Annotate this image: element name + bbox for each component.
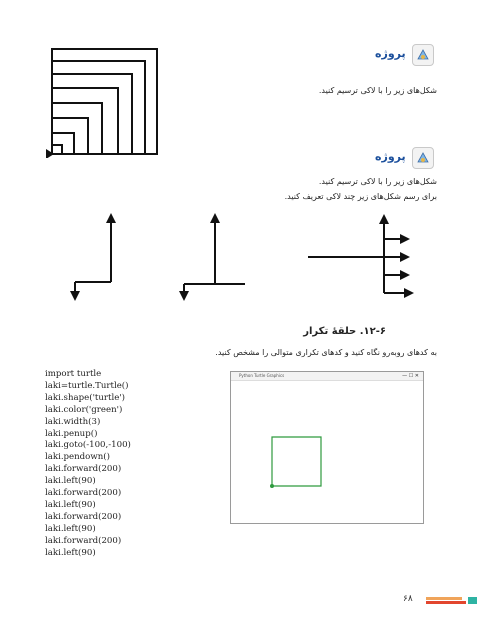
footer-bar-orange (426, 597, 462, 600)
code-line: laki.left(90) (45, 476, 96, 487)
turtle-canvas (231, 381, 421, 522)
page-number: ۶۸ (403, 594, 413, 604)
code-line: laki.forward(200) (45, 488, 122, 499)
code-line: laki.left(90) (45, 499, 96, 510)
code-listing (45, 369, 205, 560)
code-line: import turtle (45, 369, 102, 379)
window-titlebar (231, 372, 423, 381)
code-line: laki.width(3) (45, 416, 101, 427)
code-line: laki.penup() (45, 428, 98, 439)
code-line: laki.goto(-100,-100) (45, 440, 131, 451)
project2-title: پروژه (375, 150, 406, 163)
project1-title: پروژه (375, 47, 406, 60)
window-controls[interactable]: — ☐ ✕ (402, 373, 419, 379)
arrow-figure-1 (60, 208, 130, 303)
project2-instruction-1: شکل‌های زیر را با لاکی ترسیم کنید. (318, 177, 437, 186)
project1-header (375, 43, 435, 67)
project-icon (412, 147, 434, 169)
code-line: laki.color('green') (45, 404, 123, 415)
project2-header (375, 146, 435, 170)
code-line: laki.forward(200) (45, 464, 122, 475)
footer (400, 593, 480, 609)
arrow-figure-3 (305, 210, 420, 305)
code-line: laki.left(90) (45, 523, 96, 534)
turtle-icon (270, 484, 274, 488)
code-line: laki=turtle.Turtle() (45, 380, 129, 391)
section-heading: ۱۲-۶. حلقهٔ تکرار (303, 326, 386, 337)
project1-instruction: شکل‌های زیر را با لاکی ترسیم کنید. (318, 86, 437, 95)
code-line: laki.shape('turtle') (45, 392, 126, 403)
footer-bar-red (426, 601, 466, 604)
nested-squares-figure (44, 46, 162, 158)
code-line: laki.left(90) (45, 547, 96, 558)
code-line: laki.forward(200) (45, 535, 122, 546)
code-line: laki.pendown() (45, 452, 110, 463)
arrow-figure-2 (170, 208, 250, 303)
window-title: Python Turtle Graphics (239, 373, 285, 378)
code-line: laki.forward(200) (45, 511, 122, 522)
section-description: به کدهای روبه‌رو نگاه کنید و کدهای تکراری متوالی را مشخص کنید. (215, 348, 437, 357)
turtle-graphics-window (230, 371, 424, 524)
project-icon (412, 44, 434, 66)
project2-instruction-2: برای رسم شکل‌های زیر چند لاکی تعریف کنید. (284, 192, 437, 201)
footer-bar-teal (468, 597, 477, 604)
